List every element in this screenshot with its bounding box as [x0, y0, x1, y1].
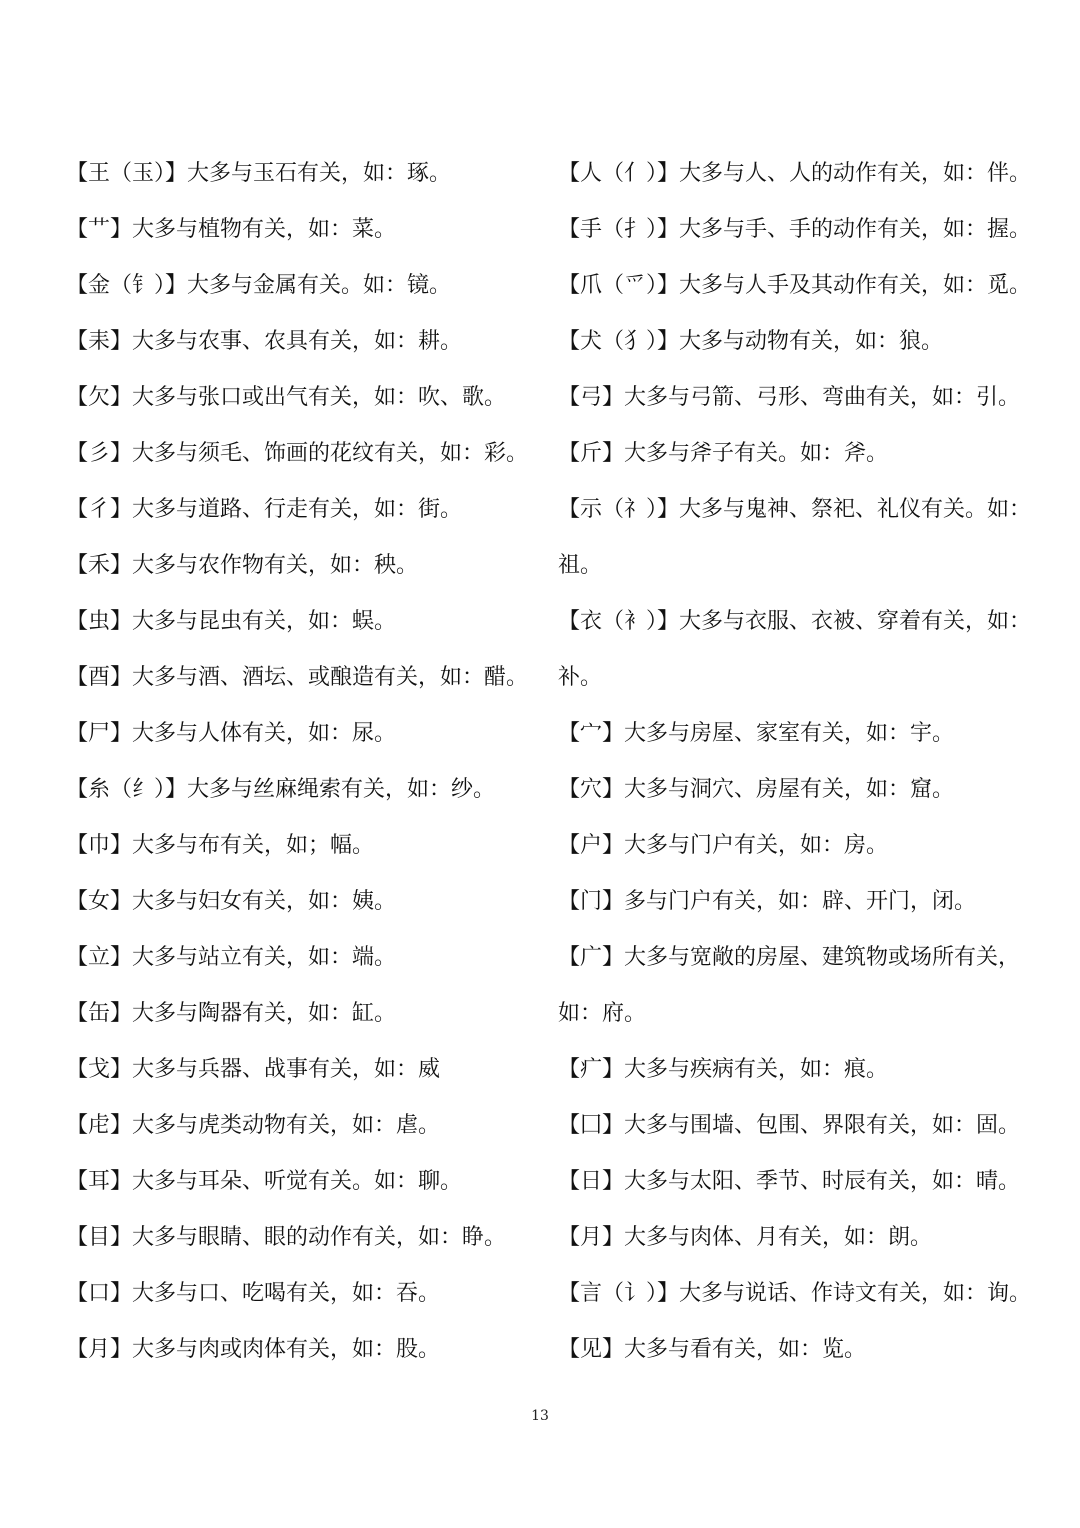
- radical-entry-line: 【虍】大多与虎类动物有关，如：虐。: [66, 1113, 441, 1138]
- radical-entry-line: 【糸（纟）】大多与丝麻绳索有关，如：纱。: [66, 777, 496, 802]
- radical-entry-line: 【人（亻）】大多与人、人的动作有关，如：伴。: [558, 161, 1032, 186]
- radical-entry-line: 【犬（犭）】大多与动物有关，如：狼。: [558, 329, 944, 354]
- radical-entry-line: 【王（玉）】大多与玉石有关，如：琢。: [66, 161, 452, 186]
- radical-entry-line: 【立】大多与站立有关，如：端。: [66, 945, 397, 970]
- radical-entry-line: 【月】大多与肉或肉体有关，如：股。: [66, 1337, 441, 1362]
- radical-entry-line: 【手（扌）】大多与手、手的动作有关，如：握。: [558, 217, 1032, 242]
- radical-entry-line: 【爪（爫）】大多与人手及其动作有关，如：觅。: [558, 273, 1032, 298]
- radical-entry-line: 补。: [558, 665, 603, 690]
- radical-entry-line: 【虫】大多与昆虫有关，如：蜈。: [66, 609, 397, 634]
- radical-entry-line: 【户】大多与门户有关，如：房。: [558, 833, 889, 858]
- radical-entry-line: 【月】大多与肉体、月有关，如：朗。: [558, 1225, 933, 1250]
- radical-entry-line: 【衣（衤）】大多与衣服、衣被、穿着有关，如：: [558, 609, 1032, 634]
- radical-entry-line: 【耳】大多与耳朵、听觉有关。如：聊。: [66, 1169, 463, 1194]
- radical-entry-line: 【见】大多与看有关，如：览。: [558, 1337, 867, 1362]
- radical-entry-line: 如：府。: [558, 1001, 647, 1026]
- radical-entry-line: 【禾】大多与农作物有关，如：秧。: [66, 553, 419, 578]
- radical-entry-line: 【金（钅）】大多与金属有关。如：镜。: [66, 273, 452, 298]
- radical-entry-line: 【穴】大多与洞穴、房屋有关，如：窟。: [558, 777, 955, 802]
- radical-entry-line: 【弓】大多与弓箭、弓形、弯曲有关，如：引。: [558, 385, 1021, 410]
- radical-entry-line: 【示（礻）】大多与鬼神、祭祀、礼仪有关。如：: [558, 497, 1032, 522]
- page-number: 13: [531, 1408, 549, 1424]
- radical-entry-line: 【囗】大多与围墙、包围、界限有关，如：固。: [558, 1113, 1021, 1138]
- radical-entry-line: 【艹】大多与植物有关，如：菜。: [66, 217, 397, 242]
- radical-entry-line: 【口】大多与口、吃喝有关，如：吞。: [66, 1281, 441, 1306]
- right-column: [558, 146, 1032, 1378]
- left-column: [66, 146, 536, 1378]
- radical-entry-line: 【缶】大多与陶器有关，如：缸。: [66, 1001, 397, 1026]
- radical-entry-line: 【欠】大多与张口或出气有关，如：吹、歌。: [66, 385, 507, 410]
- radical-entry-line: 祖。: [558, 553, 603, 578]
- radical-entry-line: 【言（讠）】大多与说话、作诗文有关，如：询。: [558, 1281, 1032, 1306]
- radical-entry-line: 【宀】大多与房屋、家室有关，如：宇。: [558, 721, 955, 746]
- radical-entry-line: 【女】大多与妇女有关，如：姨。: [66, 889, 397, 914]
- radical-entry-line: 【彳】大多与道路、行走有关，如：街。: [66, 497, 463, 522]
- radical-entry-line: 【广】大多与宽敞的房屋、建筑物或场所有关，: [558, 945, 1021, 970]
- radical-entry-line: 【目】大多与眼睛、眼的动作有关，如：睁。: [66, 1225, 507, 1250]
- radical-entry-line: 【尸】大多与人体有关，如：尿。: [66, 721, 397, 746]
- radical-entry-line: 【门】多与门户有关，如：辟、开门，闭。: [558, 889, 977, 914]
- radical-entry-line: 【耒】大多与农事、农具有关，如：耕。: [66, 329, 463, 354]
- radical-entry-line: 【巾】大多与布有关，如；幅。: [66, 833, 375, 858]
- radical-entry-line: 【戈】大多与兵器、战事有关，如：威: [66, 1057, 441, 1082]
- radical-entry-line: 【疒】大多与疾病有关，如：痕。: [558, 1057, 889, 1082]
- radical-entry-line: 【斤】大多与斧子有关。如：斧。: [558, 441, 889, 466]
- radical-entry-line: 【日】大多与太阳、季节、时辰有关，如：晴。: [558, 1169, 1021, 1194]
- radical-entry-line: 【酉】大多与酒、酒坛、或酿造有关，如：醋。: [66, 665, 529, 690]
- radical-entry-line: 【彡】大多与须毛、饰画的花纹有关，如：彩。: [66, 441, 529, 466]
